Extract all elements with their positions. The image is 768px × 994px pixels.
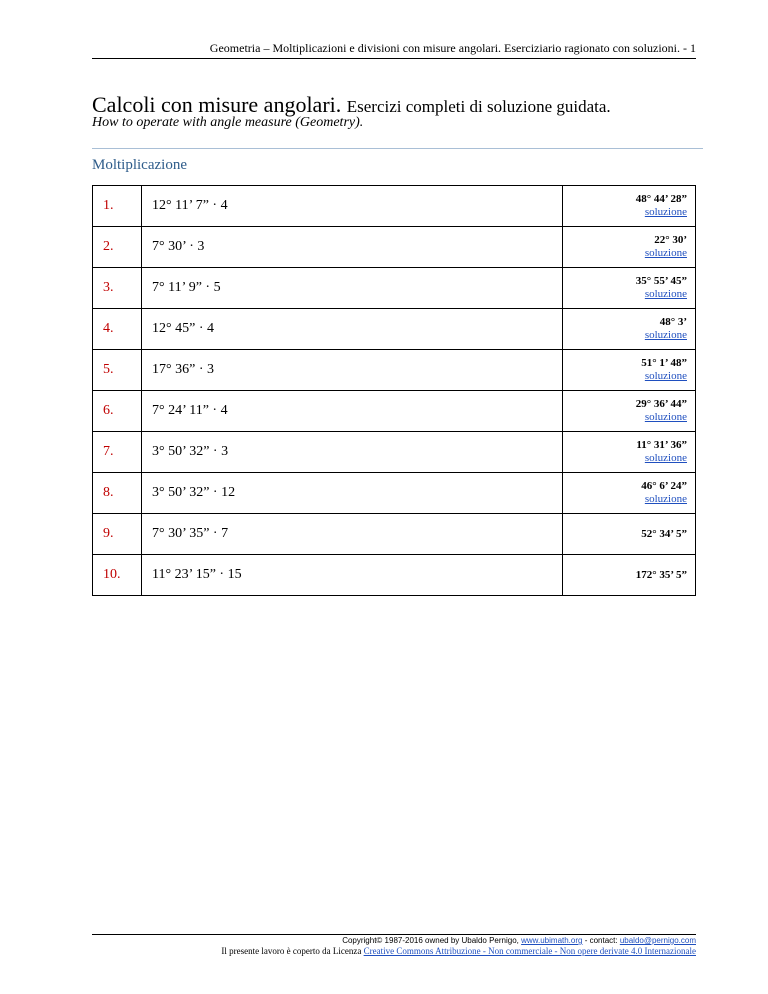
exercise-result: [563, 432, 696, 473]
exercise-row: [93, 309, 696, 350]
footer-copyright: [92, 936, 696, 945]
section-divider: [92, 148, 703, 149]
exercise-result: [563, 350, 696, 391]
section-title: Moltiplicazione: [92, 157, 187, 173]
exercise-row: [93, 268, 696, 309]
exercise-expression: 7° 30’ · 3: [142, 227, 563, 268]
answer-value: 52° 34’ 5”: [641, 527, 687, 540]
copyright-text: Copyright© 1987-2016 owned by Ubaldo Pernigo,: [342, 936, 519, 945]
exercise-number: 1.: [93, 186, 142, 227]
exercise-expression: 17° 36” · 3: [142, 350, 563, 391]
exercise-row: [93, 555, 696, 596]
answer-value: 22° 30’: [654, 234, 687, 246]
title-sub: Esercizi completi di soluzione guidata.: [346, 97, 611, 116]
exercise-number: 10.: [93, 555, 142, 596]
answer-value: 29° 36’ 44”: [635, 398, 687, 410]
footer-license: [92, 946, 696, 956]
exercise-row: [93, 514, 696, 555]
title-main: Calcoli con misure angolari.: [92, 92, 342, 117]
exercise-table: [92, 185, 696, 596]
exercise-number: 6.: [93, 391, 142, 432]
exercise-result: [563, 391, 696, 432]
exercise-number: 3.: [93, 268, 142, 309]
solution-link[interactable]: soluzione: [644, 493, 687, 505]
solution-link[interactable]: soluzione: [644, 206, 687, 218]
solution-link[interactable]: soluzione: [644, 452, 687, 464]
exercise-expression: 3° 50’ 32” · 3: [142, 432, 563, 473]
exercise-expression: 7° 30’ 35” · 7: [142, 514, 563, 555]
exercise-row: [93, 473, 696, 514]
exercise-expression: 12° 45” · 4: [142, 309, 563, 350]
exercise-number: 8.: [93, 473, 142, 514]
answer-value: 51° 1’ 48”: [641, 357, 687, 369]
solution-link[interactable]: soluzione: [644, 370, 687, 382]
exercise-expression: 3° 50’ 32” · 12: [142, 473, 563, 514]
exercise-result: [563, 473, 696, 514]
license-link[interactable]: Creative Commons Attribuzione - Non commerciale - Non opere derivate 4.0 Internazionale: [363, 946, 696, 956]
english-subtitle: How to operate with angle measure (Geometry).: [92, 115, 364, 130]
contact-label: - contact:: [582, 936, 618, 945]
exercise-number: 4.: [93, 309, 142, 350]
exercise-number: 7.: [93, 432, 142, 473]
header-divider: [92, 58, 696, 59]
solution-link[interactable]: soluzione: [644, 329, 687, 341]
exercise-expression: 11° 23’ 15” · 15: [142, 555, 563, 596]
exercise-expression: 12° 11’ 7” · 4: [142, 186, 563, 227]
exercise-expression: 7° 11’ 9” · 5: [142, 268, 563, 309]
answer-value: 48° 44’ 28”: [635, 193, 687, 205]
exercise-number: 2.: [93, 227, 142, 268]
answer-value: 172° 35’ 5”: [635, 568, 687, 581]
exercise-row: [93, 350, 696, 391]
exercise-result: [563, 555, 696, 596]
answer-value: 35° 55’ 45”: [635, 275, 687, 287]
exercise-result: [563, 186, 696, 227]
exercise-expression: 7° 24’ 11” · 4: [142, 391, 563, 432]
exercise-row: [93, 186, 696, 227]
footer-divider: [92, 934, 696, 935]
solution-link[interactable]: soluzione: [644, 247, 687, 259]
site-link[interactable]: www.ubimath.org: [521, 936, 583, 945]
solution-link[interactable]: soluzione: [644, 411, 687, 423]
answer-value: 46° 6’ 24”: [641, 480, 687, 492]
email-link[interactable]: ubaldo@pernigo.com: [619, 936, 696, 945]
answer-value: 11° 31’ 36”: [636, 439, 687, 451]
exercise-result: [563, 227, 696, 268]
answer-value: 48° 3’: [659, 316, 687, 328]
exercise-result: [563, 268, 696, 309]
exercise-row: [93, 432, 696, 473]
page-header: Geometria – Moltiplicazioni e divisioni con misure angolari. Eserciziario ragionato con soluzioni. - 1: [209, 41, 696, 55]
solution-link[interactable]: soluzione: [644, 288, 687, 300]
license-prefix: Il presente lavoro è coperto da Licenza: [221, 946, 362, 956]
exercise-number: 5.: [93, 350, 142, 391]
exercise-result: [563, 514, 696, 555]
exercise-number: 9.: [93, 514, 142, 555]
exercise-row: [93, 227, 696, 268]
exercise-row: [93, 391, 696, 432]
exercise-result: [563, 309, 696, 350]
